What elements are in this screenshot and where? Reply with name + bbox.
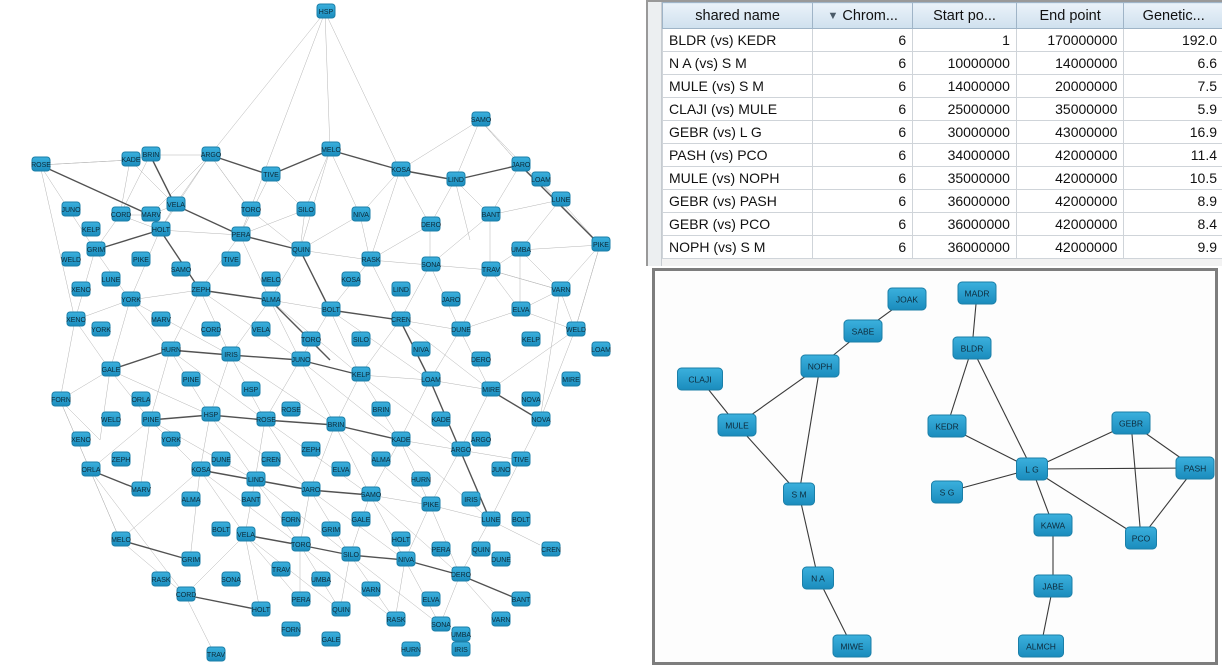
subnetwork-node[interactable] xyxy=(801,355,839,377)
subnetwork-view[interactable] xyxy=(652,268,1218,665)
main-network-node-label: BOLT xyxy=(512,516,530,524)
table-row[interactable] xyxy=(663,236,1222,259)
main-network-node-label: QUIN xyxy=(332,606,350,614)
main-network-node-label: VELA xyxy=(252,326,270,334)
main-network-node-label: IRIS xyxy=(224,351,238,359)
cell-genetic: 16.9 xyxy=(1124,121,1222,144)
cell-shared-name: CLAJI (vs) MULE xyxy=(663,98,813,121)
main-network-node-label: MELO xyxy=(261,276,281,284)
subnetwork-node[interactable] xyxy=(953,337,991,359)
main-network-node-label: IRIS xyxy=(464,496,478,504)
main-network-node-label: BOLT xyxy=(322,306,340,314)
subnetwork-node-label: PASH xyxy=(1183,463,1207,474)
main-network-node-label: RASK xyxy=(386,616,406,624)
column-header-end-point[interactable] xyxy=(1016,3,1124,29)
main-network-node-label: SILO xyxy=(343,551,359,559)
subnetwork-node-label: MADR xyxy=(964,288,990,299)
main-network-node-label: NOVA xyxy=(531,416,551,424)
main-network-node-label: WELD xyxy=(100,416,122,424)
main-network-node-label: SAMO xyxy=(170,266,192,274)
cell-start-point: 1 xyxy=(913,29,1017,52)
main-network-node-label: TIVE xyxy=(513,456,529,464)
main-network-node-label: BANT xyxy=(241,496,261,504)
main-network-node-label: HURN xyxy=(410,476,432,484)
main-network-nodes[interactable] xyxy=(31,4,611,661)
cell-chromosome: 6 xyxy=(813,190,913,213)
table-row[interactable] xyxy=(663,29,1222,52)
subnetwork-edge[interactable] xyxy=(972,348,1032,469)
main-network-node-label: KADE xyxy=(391,436,411,444)
cell-start-point: 10000000 xyxy=(913,52,1017,75)
subnetwork-edge[interactable] xyxy=(799,494,818,578)
cell-shared-name: N A (vs) S M xyxy=(663,52,813,75)
subnetwork-node-label: ALMCH xyxy=(1026,641,1056,652)
main-network-node-label: SAMO xyxy=(470,116,492,124)
subnetwork-node[interactable] xyxy=(1017,458,1048,480)
main-network-node-label: HURN xyxy=(160,346,182,354)
table-header-row xyxy=(663,3,1222,29)
main-network-node-label: CREN xyxy=(541,546,561,554)
main-network-node-label: GRIM xyxy=(86,246,106,254)
main-network-node-label: MIRE xyxy=(562,376,580,384)
main-network-node-label: SONA xyxy=(221,576,241,584)
table-row-gutter xyxy=(648,2,662,266)
subnetwork-edge[interactable] xyxy=(1032,468,1195,469)
main-network-node-label: PIKE xyxy=(593,241,609,249)
start-point-header-label: Start po... xyxy=(933,7,996,24)
subnetwork-edge[interactable] xyxy=(947,348,972,426)
chromosome-header-label: Chrom... xyxy=(842,7,898,24)
main-network-node-label: ROSE xyxy=(256,416,276,424)
main-network-node-label: PIKE xyxy=(133,256,149,264)
main-network-node-label: ZEPH xyxy=(301,446,321,454)
subnetwork-node[interactable] xyxy=(958,282,996,304)
column-header-genetic[interactable] xyxy=(1124,3,1222,29)
main-network-node-label: LOAM xyxy=(421,376,441,384)
subnetwork-node[interactable] xyxy=(718,414,756,436)
main-network-node-label: YORK xyxy=(161,436,181,444)
main-network-node-label: RASK xyxy=(151,576,171,584)
main-network-node-label: PIKE xyxy=(423,501,439,509)
main-network-node-label: TORO xyxy=(290,541,312,549)
main-network-node-label: FORN xyxy=(281,626,301,634)
subnetwork-edges xyxy=(700,293,1195,646)
subnetwork-node[interactable] xyxy=(928,415,966,437)
main-network-node-label: XENO xyxy=(66,316,86,324)
main-network-node-label: LIND xyxy=(248,476,264,484)
cell-end-point: 170000000 xyxy=(1016,29,1124,52)
main-network-node-label: VARN xyxy=(491,616,511,624)
table-row[interactable] xyxy=(663,121,1222,144)
subnetwork-node[interactable] xyxy=(932,481,963,503)
main-network-node-label: BANT xyxy=(511,596,531,604)
cell-genetic: 8.4 xyxy=(1124,213,1222,236)
table-body[interactable] xyxy=(663,29,1222,259)
cell-genetic: 9.9 xyxy=(1124,236,1222,259)
main-network-node-label: DUNE xyxy=(451,326,471,334)
main-network-node-label: FORN xyxy=(281,516,301,524)
cell-shared-name: PASH (vs) PCO xyxy=(663,144,813,167)
main-network-node-label: ALMA xyxy=(181,496,201,504)
main-network-node-label: BRIN xyxy=(327,421,345,429)
main-network-node-label: ARGO xyxy=(450,446,472,454)
table-row[interactable] xyxy=(663,144,1222,167)
cell-chromosome: 6 xyxy=(813,52,913,75)
main-network-node-label: ROSE xyxy=(281,406,301,414)
main-network-node-label: VELA xyxy=(237,531,255,539)
main-network-node-label: LOAM xyxy=(591,346,611,354)
column-header-chromosome[interactable] xyxy=(813,3,913,29)
cell-end-point: 42000000 xyxy=(1016,144,1124,167)
cell-start-point: 36000000 xyxy=(913,236,1017,259)
subnetwork-node-label: JOAK xyxy=(895,294,919,305)
cell-end-point: 14000000 xyxy=(1016,52,1124,75)
main-network-node-label: BOLT xyxy=(212,526,230,534)
cell-start-point: 30000000 xyxy=(913,121,1017,144)
subnetwork-node-label: BLDR xyxy=(960,343,984,354)
main-network-node-label: VARN xyxy=(361,586,381,594)
cell-shared-name: BLDR (vs) KEDR xyxy=(663,29,813,52)
cell-genetic: 8.9 xyxy=(1124,190,1222,213)
main-network-node-label: GRIM xyxy=(181,556,201,564)
main-network-node-label: DUNE xyxy=(211,456,231,464)
cell-start-point: 34000000 xyxy=(913,144,1017,167)
main-network-node-label: MARV xyxy=(130,486,152,494)
main-network-node-label: NIVA xyxy=(353,211,369,219)
main-network-node-label: ELVA xyxy=(512,306,530,314)
cell-start-point: 35000000 xyxy=(913,167,1017,190)
cell-genetic: 192.0 xyxy=(1124,29,1222,52)
main-network-node-label: WELD xyxy=(60,256,82,264)
main-network-node-label: KELP xyxy=(522,336,540,344)
main-network-node-label: NIVA xyxy=(398,556,414,564)
subnetwork-node[interactable] xyxy=(1034,575,1072,597)
cell-end-point: 42000000 xyxy=(1016,236,1124,259)
main-network-node-label: LIND xyxy=(448,176,464,184)
main-network-node-label: UMBA xyxy=(510,246,532,254)
cell-shared-name: NOPH (vs) S M xyxy=(663,236,813,259)
table-row[interactable] xyxy=(663,75,1222,98)
main-network-node-label: ORLA xyxy=(81,466,101,474)
main-network-node-label: JARO xyxy=(301,486,321,494)
main-network-node-label: JARO xyxy=(441,296,461,304)
cell-shared-name: GEBR (vs) PASH xyxy=(663,190,813,213)
subnetwork-node-label: S M xyxy=(791,489,807,500)
subnetwork-edge[interactable] xyxy=(799,366,820,494)
main-network-node-label: CORD xyxy=(110,211,132,219)
cell-genetic: 5.9 xyxy=(1124,98,1222,121)
main-network-node-label: NIVA xyxy=(413,346,429,354)
shared-name-header-label: shared name xyxy=(695,7,780,24)
cell-end-point: 20000000 xyxy=(1016,75,1124,98)
main-network-node-label: MARV xyxy=(150,316,172,324)
main-network-node-label: DERO xyxy=(470,356,492,364)
main-network-node-label: KELP xyxy=(352,371,370,379)
subnetwork-node-label: SABE xyxy=(851,326,875,337)
filter-icon[interactable]: ▼ xyxy=(827,9,839,22)
main-network-node-label: GALE xyxy=(321,636,341,644)
cell-end-point: 43000000 xyxy=(1016,121,1124,144)
cell-end-point: 35000000 xyxy=(1016,98,1124,121)
subnetwork-node-label: JABE xyxy=(1042,581,1064,592)
subnetwork-node-label: MIWE xyxy=(840,641,864,652)
genetic-header-label: Genetic... xyxy=(1142,7,1205,24)
main-network-node-label: SILO xyxy=(298,206,314,214)
main-network-node-label: HSP xyxy=(203,411,219,419)
main-network-node-label: YORK xyxy=(91,326,111,334)
cell-chromosome: 6 xyxy=(813,75,913,98)
main-network-node-label: LUNE xyxy=(101,276,121,284)
main-network-node-label: ARGO xyxy=(200,151,222,159)
subnetwork-node[interactable] xyxy=(1034,514,1072,536)
main-network-node-label: TIVE xyxy=(223,256,239,264)
subnetwork-node[interactable] xyxy=(678,368,723,390)
main-network-node-label: GALE xyxy=(101,366,121,374)
subnetwork-nodes[interactable] xyxy=(678,282,1215,657)
subnetwork-node-label: KAWA xyxy=(1040,520,1066,531)
subnetwork-node-label: NOPH xyxy=(807,361,833,372)
cell-chromosome: 6 xyxy=(813,144,913,167)
cell-genetic: 10.5 xyxy=(1124,167,1222,190)
edge-table[interactable] xyxy=(662,2,1222,259)
main-network-node-label: CORD xyxy=(175,591,197,599)
main-network-node-label: LOAM xyxy=(531,176,551,184)
cell-start-point: 36000000 xyxy=(913,190,1017,213)
main-network-node-label: ROSE xyxy=(31,161,51,169)
table-row[interactable] xyxy=(663,167,1222,190)
cell-shared-name: MULE (vs) S M xyxy=(663,75,813,98)
main-network-node-label: VELA xyxy=(167,201,185,209)
main-network-node-label: VARN xyxy=(551,286,571,294)
main-network-node-label: KOSA xyxy=(191,466,211,474)
main-network-node-label: ALMA xyxy=(371,456,391,464)
main-network-node-label: BANT xyxy=(481,211,501,219)
main-network-node-label: QUIN xyxy=(472,546,490,554)
main-network-node-label: HOLT xyxy=(251,606,271,614)
subnetwork-edge[interactable] xyxy=(1131,423,1141,538)
cell-shared-name: GEBR (vs) L G xyxy=(663,121,813,144)
cell-end-point: 42000000 xyxy=(1016,190,1124,213)
subnetwork-node[interactable] xyxy=(888,288,926,310)
cell-shared-name: MULE (vs) NOPH xyxy=(663,167,813,190)
main-network-node-label: BRIN xyxy=(142,151,160,159)
main-network-node-label: TORO xyxy=(240,206,262,214)
subnetwork-node[interactable] xyxy=(833,635,871,657)
main-network-node-label: PERA xyxy=(291,596,311,604)
main-network-node-label: LIND xyxy=(393,286,409,294)
main-network-node-label: PERA xyxy=(431,546,451,554)
cell-shared-name: GEBR (vs) PCO xyxy=(663,213,813,236)
main-network-node-label: GRIM xyxy=(321,526,341,534)
main-network-node-label: JUNO xyxy=(291,356,311,364)
subnetwork-node-label: N A xyxy=(811,573,825,584)
cell-start-point: 25000000 xyxy=(913,98,1017,121)
main-network-node-label: MELO xyxy=(321,146,341,154)
main-network-node-label: TORO xyxy=(300,336,322,344)
main-network-node-label: HSP xyxy=(318,8,334,16)
cell-chromosome: 6 xyxy=(813,213,913,236)
subnetwork-node-label: PCO xyxy=(1131,533,1151,544)
cell-end-point: 42000000 xyxy=(1016,167,1124,190)
main-network-node-label: PERA xyxy=(231,231,251,239)
main-network-node-label: QUIN xyxy=(292,246,310,254)
subnetwork-node[interactable] xyxy=(844,320,882,342)
main-network-node-label: SONA xyxy=(421,261,441,269)
subnetwork-node[interactable] xyxy=(803,567,834,589)
main-network-node-label: ARGO xyxy=(470,436,492,444)
cell-end-point: 42000000 xyxy=(1016,213,1124,236)
main-network-node-label: TRAV xyxy=(481,266,501,274)
subnetwork-node[interactable] xyxy=(1112,412,1150,434)
main-network-node-label: UMBA xyxy=(450,631,472,639)
subnetwork-node[interactable] xyxy=(1126,527,1157,549)
main-network-node-label: NOVA xyxy=(521,396,541,404)
cell-chromosome: 6 xyxy=(813,167,913,190)
subnetwork-canvas[interactable] xyxy=(655,271,1215,662)
main-network-node-label: ORLA xyxy=(131,396,151,404)
main-network-node-label: ELVA xyxy=(422,596,440,604)
main-network-node-label: SAMO xyxy=(360,491,382,499)
main-network-node-label: BRIN xyxy=(372,406,390,414)
main-network-node-label: ZEPH xyxy=(111,456,131,464)
cell-start-point: 36000000 xyxy=(913,213,1017,236)
main-network-node-label: XENO xyxy=(71,286,91,294)
subnetwork-node-label: KEDR xyxy=(935,421,959,432)
main-network-node-label: PINE xyxy=(142,416,160,424)
main-network-node-label: GALE xyxy=(351,516,371,524)
subnetwork-node-label: CLAJI xyxy=(688,374,712,385)
main-network-node-label: TRAV xyxy=(271,566,291,574)
main-network-node-label: XENO xyxy=(71,436,91,444)
end-point-header-label: End point xyxy=(1039,7,1101,24)
main-network-node-label: JARO xyxy=(511,161,531,169)
main-network-node-label: MARV xyxy=(140,211,162,219)
main-network-node-label: CORD xyxy=(200,326,222,334)
table-row[interactable] xyxy=(663,190,1222,213)
main-network-node-label: KELP xyxy=(82,226,100,234)
main-network-node-label: JUNO xyxy=(61,206,81,214)
main-network-node-label: FORN xyxy=(51,396,71,404)
cell-chromosome: 6 xyxy=(813,121,913,144)
main-network-node-label: MIRE xyxy=(482,386,500,394)
table-row[interactable] xyxy=(663,213,1222,236)
main-network-node-label: LUNE xyxy=(551,196,571,204)
subnetwork-node[interactable] xyxy=(1176,457,1214,479)
table-row[interactable] xyxy=(663,98,1222,121)
main-network-node-label: CREN xyxy=(261,456,281,464)
column-header-start-point[interactable] xyxy=(913,3,1017,29)
main-network-node-label: IRIS xyxy=(454,646,468,654)
main-network-node-label: MELO xyxy=(111,536,131,544)
main-network-node-label: KOSA xyxy=(341,276,361,284)
main-network-node-label: ZEPH xyxy=(191,286,211,294)
edge-table-panel[interactable] xyxy=(646,0,1222,266)
cell-genetic: 6.6 xyxy=(1124,52,1222,75)
main-network-node-label: TIVE xyxy=(263,171,279,179)
cell-genetic: 7.5 xyxy=(1124,75,1222,98)
subnetwork-node-label: S G xyxy=(939,487,955,498)
main-network-node-label: SONA xyxy=(431,621,451,629)
main-network-node-label: DERO xyxy=(450,571,472,579)
main-network-node-label: PINE xyxy=(182,376,200,384)
main-network-node-label: DUNE xyxy=(491,556,511,564)
main-network-node-label: ELVA xyxy=(332,466,350,474)
main-network-node-label: LUNE xyxy=(481,516,501,524)
main-network-node-label: KADE xyxy=(121,156,141,164)
subnetwork-node[interactable] xyxy=(784,483,815,505)
main-network-node-label: RASK xyxy=(361,256,381,264)
cell-genetic: 11.4 xyxy=(1124,144,1222,167)
main-network-node-label: HOLT xyxy=(151,226,171,234)
cell-chromosome: 6 xyxy=(813,236,913,259)
main-network-node-label: JUNO xyxy=(491,466,511,474)
main-network-node-label: HOLT xyxy=(391,536,411,544)
table-row[interactable] xyxy=(663,52,1222,75)
main-network-node-label: SILO xyxy=(353,336,369,344)
main-network-node-label: DERO xyxy=(420,221,442,229)
main-network-node-label: WELD xyxy=(565,326,587,334)
main-network-node-label: HURN xyxy=(400,646,422,654)
subnetwork-node[interactable] xyxy=(1019,635,1064,657)
main-network-node-label: KADE xyxy=(431,416,451,424)
main-network-node-label: TRAV xyxy=(206,651,226,659)
subnetwork-node-label: L G xyxy=(1025,464,1039,475)
subnetwork-node-label: MULE xyxy=(725,420,749,431)
main-network-node-label: UMBA xyxy=(310,576,332,584)
main-network-node-label: HSP xyxy=(243,386,259,394)
main-network-node-label: ALMA xyxy=(261,296,281,304)
cell-chromosome: 6 xyxy=(813,98,913,121)
cell-start-point: 14000000 xyxy=(913,75,1017,98)
main-network-node-label: YORK xyxy=(121,296,141,304)
cell-chromosome: 6 xyxy=(813,29,913,52)
main-network-node-label: CREN xyxy=(391,316,411,324)
main-network-node-label: KOSA xyxy=(391,166,411,174)
subnetwork-node-label: GEBR xyxy=(1118,418,1144,429)
column-header-shared-name[interactable] xyxy=(663,3,813,29)
